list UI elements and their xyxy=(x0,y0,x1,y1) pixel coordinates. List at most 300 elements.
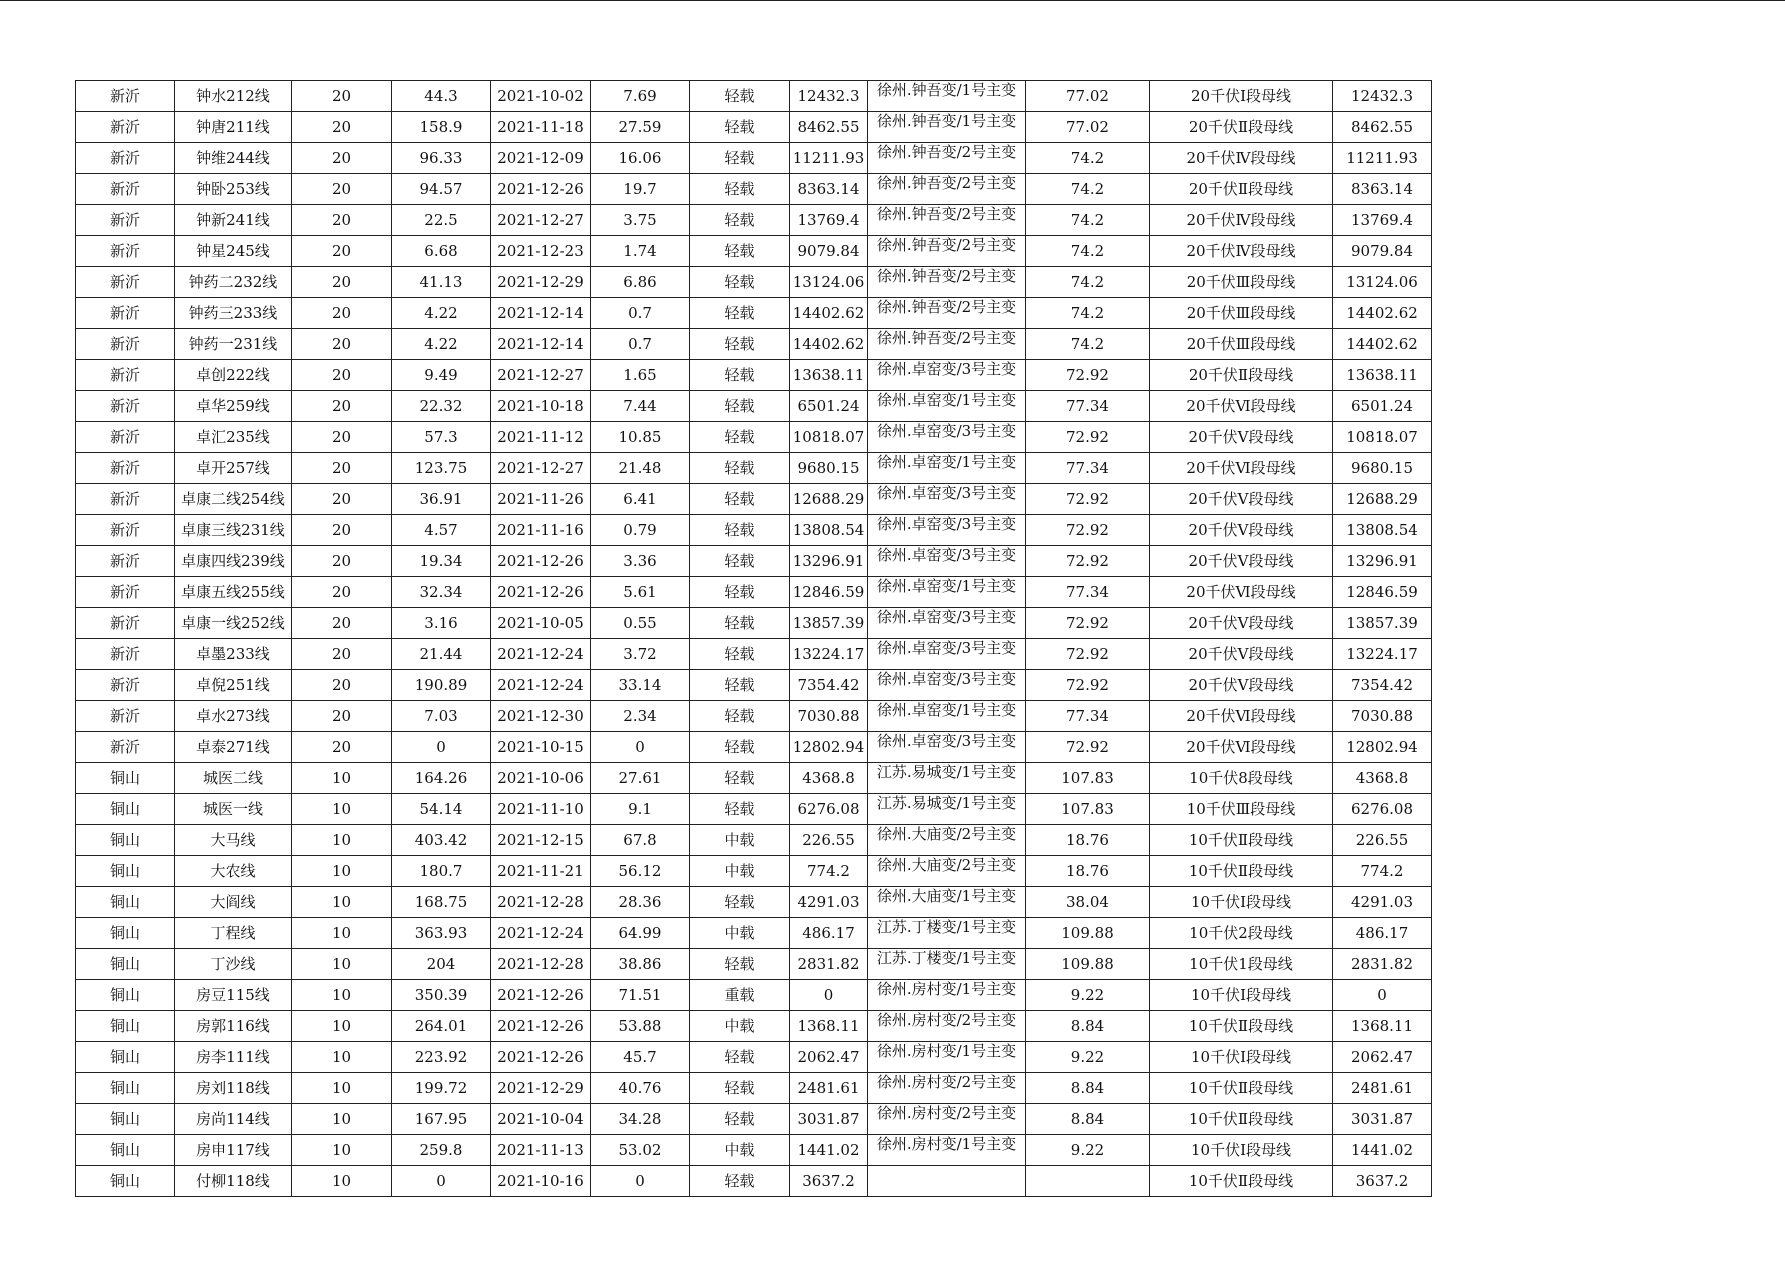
load-status-cell: 轻载 xyxy=(690,608,790,639)
substation-cell xyxy=(868,422,1026,453)
rate-cell: 64.99 xyxy=(591,918,690,949)
capacity-cell: 12688.29 xyxy=(790,484,868,515)
rate-cell: 9.1 xyxy=(591,794,690,825)
voltage-cell: 20 xyxy=(292,329,392,360)
table-row xyxy=(76,143,1432,174)
load-cell: 264.01 xyxy=(392,1011,491,1042)
voltage-cell: 20 xyxy=(292,205,392,236)
voltage-cell: 10 xyxy=(292,1011,392,1042)
county-cell: 铜山 xyxy=(76,825,175,856)
date-cell: 2021-10-05 xyxy=(491,608,591,639)
load-status-cell: 轻载 xyxy=(690,81,790,112)
substation-text: 徐州.钟吾变/1号主变 xyxy=(876,112,1017,130)
busbar-cell: 10千伏Ⅲ段母线 xyxy=(1150,794,1333,825)
substation-text: 徐州.卓窑变/1号主变 xyxy=(876,453,1017,471)
substation-rate-cell: 77.02 xyxy=(1026,81,1150,112)
substation-text: 徐州.房村变/1号主变 xyxy=(876,1135,1017,1153)
substation-text: 徐州.卓窑变/3号主变 xyxy=(876,639,1017,657)
line-name-cell: 卓康四线239线 xyxy=(175,546,292,577)
capacity-cell: 9079.84 xyxy=(790,236,868,267)
busbar-cell: 10千伏Ⅰ段母线 xyxy=(1150,980,1333,1011)
voltage-cell: 20 xyxy=(292,422,392,453)
substation-text: 徐州.钟吾变/2号主变 xyxy=(876,236,1017,254)
voltage-cell: 10 xyxy=(292,949,392,980)
load-status-cell: 中载 xyxy=(690,918,790,949)
busbar-cell: 20千伏Ⅲ段母线 xyxy=(1150,267,1333,298)
available-capacity-cell: 7030.88 xyxy=(1333,701,1432,732)
capacity-cell: 7354.42 xyxy=(790,670,868,701)
line-name-cell: 钟药二232线 xyxy=(175,267,292,298)
busbar-cell: 20千伏Ⅴ段母线 xyxy=(1150,484,1333,515)
load-status-cell: 轻载 xyxy=(690,577,790,608)
voltage-cell: 20 xyxy=(292,112,392,143)
available-capacity-cell: 1441.02 xyxy=(1333,1135,1432,1166)
available-capacity-cell: 226.55 xyxy=(1333,825,1432,856)
line-name-cell: 卓康一线252线 xyxy=(175,608,292,639)
substation-rate-cell: 72.92 xyxy=(1026,639,1150,670)
load-cell: 9.49 xyxy=(392,360,491,391)
available-capacity-cell: 13808.54 xyxy=(1333,515,1432,546)
available-capacity-cell: 13769.4 xyxy=(1333,205,1432,236)
substation-rate-cell: 74.2 xyxy=(1026,143,1150,174)
substation-rate-cell: 38.04 xyxy=(1026,887,1150,918)
load-status-cell: 轻载 xyxy=(690,391,790,422)
load-status-cell: 轻载 xyxy=(690,236,790,267)
date-cell: 2021-12-26 xyxy=(491,1011,591,1042)
table-row xyxy=(76,453,1432,484)
date-cell: 2021-11-26 xyxy=(491,484,591,515)
county-cell: 新沂 xyxy=(76,174,175,205)
load-cell: 32.34 xyxy=(392,577,491,608)
table-row xyxy=(76,546,1432,577)
capacity-cell: 2062.47 xyxy=(790,1042,868,1073)
substation-cell xyxy=(868,701,1026,732)
rate-cell: 40.76 xyxy=(591,1073,690,1104)
load-status-cell: 轻载 xyxy=(690,732,790,763)
load-cell: 21.44 xyxy=(392,639,491,670)
county-cell: 铜山 xyxy=(76,887,175,918)
available-capacity-cell: 10818.07 xyxy=(1333,422,1432,453)
load-status-cell: 轻载 xyxy=(690,360,790,391)
capacity-cell: 12846.59 xyxy=(790,577,868,608)
county-cell: 新沂 xyxy=(76,453,175,484)
line-name-cell: 房尚114线 xyxy=(175,1104,292,1135)
substation-rate-cell: 18.76 xyxy=(1026,856,1150,887)
line-name-cell: 城医一线 xyxy=(175,794,292,825)
substation-cell xyxy=(868,81,1026,112)
available-capacity-cell: 13296.91 xyxy=(1333,546,1432,577)
county-cell: 新沂 xyxy=(76,81,175,112)
load-status-cell: 轻载 xyxy=(690,453,790,484)
substation-text: 徐州.卓窑变/3号主变 xyxy=(876,422,1017,440)
available-capacity-cell: 774.2 xyxy=(1333,856,1432,887)
line-name-cell: 卓华259线 xyxy=(175,391,292,422)
line-name-cell: 卓康五线255线 xyxy=(175,577,292,608)
load-cell: 4.22 xyxy=(392,298,491,329)
load-cell: 7.03 xyxy=(392,701,491,732)
voltage-cell: 20 xyxy=(292,298,392,329)
date-cell: 2021-11-16 xyxy=(491,515,591,546)
load-status-cell: 轻载 xyxy=(690,205,790,236)
available-capacity-cell: 7354.42 xyxy=(1333,670,1432,701)
table-row xyxy=(76,639,1432,670)
load-cell: 403.42 xyxy=(392,825,491,856)
substation-cell xyxy=(868,856,1026,887)
substation-text: 徐州.房村变/1号主变 xyxy=(876,980,1017,998)
substation-rate-cell: 74.2 xyxy=(1026,236,1150,267)
busbar-cell: 10千伏Ⅰ段母线 xyxy=(1150,1042,1333,1073)
county-cell: 新沂 xyxy=(76,112,175,143)
county-cell: 新沂 xyxy=(76,143,175,174)
load-status-cell: 轻载 xyxy=(690,143,790,174)
rate-cell: 7.69 xyxy=(591,81,690,112)
table-row xyxy=(76,1166,1432,1197)
capacity-cell: 7030.88 xyxy=(790,701,868,732)
load-status-cell: 轻载 xyxy=(690,887,790,918)
line-name-cell: 卓康三线231线 xyxy=(175,515,292,546)
capacity-cell: 774.2 xyxy=(790,856,868,887)
load-status-cell: 中载 xyxy=(690,825,790,856)
substation-rate-cell: 9.22 xyxy=(1026,1042,1150,1073)
date-cell: 2021-12-24 xyxy=(491,639,591,670)
substation-text: 徐州.卓窑变/1号主变 xyxy=(876,391,1017,409)
date-cell: 2021-10-02 xyxy=(491,81,591,112)
substation-cell xyxy=(868,143,1026,174)
load-cell: 190.89 xyxy=(392,670,491,701)
load-cell: 180.7 xyxy=(392,856,491,887)
busbar-cell: 20千伏Ⅳ段母线 xyxy=(1150,205,1333,236)
available-capacity-cell: 0 xyxy=(1333,980,1432,1011)
substation-rate-cell: 72.92 xyxy=(1026,546,1150,577)
table-row xyxy=(76,1011,1432,1042)
available-capacity-cell: 14402.62 xyxy=(1333,298,1432,329)
load-status-cell: 轻载 xyxy=(690,422,790,453)
table-row xyxy=(76,608,1432,639)
load-status-cell: 轻载 xyxy=(690,174,790,205)
load-cell: 259.8 xyxy=(392,1135,491,1166)
line-name-cell: 房刘118线 xyxy=(175,1073,292,1104)
rate-cell: 71.51 xyxy=(591,980,690,1011)
rate-cell: 33.14 xyxy=(591,670,690,701)
rate-cell: 3.36 xyxy=(591,546,690,577)
substation-rate-cell: 77.34 xyxy=(1026,577,1150,608)
voltage-cell: 10 xyxy=(292,856,392,887)
county-cell: 新沂 xyxy=(76,701,175,732)
line-name-cell: 钟卧253线 xyxy=(175,174,292,205)
county-cell: 新沂 xyxy=(76,639,175,670)
substation-rate-cell: 109.88 xyxy=(1026,949,1150,980)
load-status-cell: 轻载 xyxy=(690,701,790,732)
line-name-cell: 大马线 xyxy=(175,825,292,856)
substation-text: 江苏.易城变/1号主变 xyxy=(876,763,1017,781)
substation-cell xyxy=(868,763,1026,794)
substation-cell xyxy=(868,515,1026,546)
substation-text: 徐州.房村变/2号主变 xyxy=(876,1104,1017,1122)
voltage-cell: 20 xyxy=(292,484,392,515)
available-capacity-cell: 12688.29 xyxy=(1333,484,1432,515)
substation-cell xyxy=(868,205,1026,236)
substation-rate-cell: 72.92 xyxy=(1026,608,1150,639)
rate-cell: 0 xyxy=(591,732,690,763)
substation-text: 徐州.卓窑变/3号主变 xyxy=(876,732,1017,750)
date-cell: 2021-12-15 xyxy=(491,825,591,856)
substation-rate-cell: 74.2 xyxy=(1026,205,1150,236)
available-capacity-cell: 2481.61 xyxy=(1333,1073,1432,1104)
voltage-cell: 20 xyxy=(292,81,392,112)
substation-cell xyxy=(868,1166,1026,1197)
substation-rate-cell: 74.2 xyxy=(1026,267,1150,298)
busbar-cell: 20千伏Ⅱ段母线 xyxy=(1150,112,1333,143)
substation-rate-cell: 107.83 xyxy=(1026,763,1150,794)
line-name-cell: 卓墨233线 xyxy=(175,639,292,670)
available-capacity-cell: 6276.08 xyxy=(1333,794,1432,825)
capacity-cell: 10818.07 xyxy=(790,422,868,453)
county-cell: 新沂 xyxy=(76,236,175,267)
date-cell: 2021-10-18 xyxy=(491,391,591,422)
available-capacity-cell: 13124.06 xyxy=(1333,267,1432,298)
voltage-cell: 20 xyxy=(292,608,392,639)
date-cell: 2021-12-26 xyxy=(491,174,591,205)
substation-text: 徐州.大庙变/2号主变 xyxy=(876,856,1017,874)
rate-cell: 2.34 xyxy=(591,701,690,732)
substation-text: 徐州.卓窑变/3号主变 xyxy=(876,515,1017,533)
date-cell: 2021-12-23 xyxy=(491,236,591,267)
date-cell: 2021-11-21 xyxy=(491,856,591,887)
voltage-cell: 20 xyxy=(292,515,392,546)
date-cell: 2021-10-16 xyxy=(491,1166,591,1197)
table-row xyxy=(76,1073,1432,1104)
substation-cell xyxy=(868,1135,1026,1166)
load-cell: 3.16 xyxy=(392,608,491,639)
capacity-cell: 11211.93 xyxy=(790,143,868,174)
substation-cell xyxy=(868,980,1026,1011)
line-name-cell: 房郭116线 xyxy=(175,1011,292,1042)
county-cell: 新沂 xyxy=(76,546,175,577)
table-row xyxy=(76,391,1432,422)
county-cell: 铜山 xyxy=(76,980,175,1011)
substation-cell xyxy=(868,949,1026,980)
line-name-cell: 大阎线 xyxy=(175,887,292,918)
date-cell: 2021-12-26 xyxy=(491,577,591,608)
date-cell: 2021-12-28 xyxy=(491,949,591,980)
capacity-cell: 8462.55 xyxy=(790,112,868,143)
load-status-cell: 轻载 xyxy=(690,670,790,701)
substation-text: 徐州.卓窑变/3号主变 xyxy=(876,608,1017,626)
available-capacity-cell: 2831.82 xyxy=(1333,949,1432,980)
load-cell: 0 xyxy=(392,1166,491,1197)
substation-cell xyxy=(868,639,1026,670)
load-status-cell: 轻载 xyxy=(690,763,790,794)
county-cell: 新沂 xyxy=(76,732,175,763)
busbar-cell: 10千伏Ⅱ段母线 xyxy=(1150,1073,1333,1104)
capacity-cell: 13224.17 xyxy=(790,639,868,670)
load-status-cell: 中载 xyxy=(690,1135,790,1166)
substation-text: 徐州.大庙变/2号主变 xyxy=(876,825,1017,843)
voltage-cell: 10 xyxy=(292,1073,392,1104)
available-capacity-cell: 2062.47 xyxy=(1333,1042,1432,1073)
substation-text: 徐州.钟吾变/2号主变 xyxy=(876,143,1017,161)
busbar-cell: 20千伏Ⅵ段母线 xyxy=(1150,732,1333,763)
busbar-cell: 10千伏Ⅱ段母线 xyxy=(1150,1011,1333,1042)
date-cell: 2021-12-30 xyxy=(491,701,591,732)
line-name-cell: 大农线 xyxy=(175,856,292,887)
load-cell: 204 xyxy=(392,949,491,980)
substation-cell xyxy=(868,825,1026,856)
table-row xyxy=(76,701,1432,732)
capacity-cell: 13124.06 xyxy=(790,267,868,298)
rate-cell: 53.88 xyxy=(591,1011,690,1042)
date-cell: 2021-10-04 xyxy=(491,1104,591,1135)
line-name-cell: 丁沙线 xyxy=(175,949,292,980)
substation-cell xyxy=(868,670,1026,701)
line-name-cell: 丁程线 xyxy=(175,918,292,949)
voltage-cell: 20 xyxy=(292,453,392,484)
substation-cell xyxy=(868,577,1026,608)
available-capacity-cell: 3637.2 xyxy=(1333,1166,1432,1197)
busbar-cell: 20千伏Ⅲ段母线 xyxy=(1150,298,1333,329)
busbar-cell: 20千伏Ⅴ段母线 xyxy=(1150,546,1333,577)
table-row xyxy=(76,1042,1432,1073)
date-cell: 2021-12-29 xyxy=(491,267,591,298)
substation-rate-cell: 8.84 xyxy=(1026,1104,1150,1135)
date-cell: 2021-12-14 xyxy=(491,298,591,329)
line-name-cell: 钟药三233线 xyxy=(175,298,292,329)
line-name-cell: 付柳118线 xyxy=(175,1166,292,1197)
table-row xyxy=(76,329,1432,360)
voltage-cell: 20 xyxy=(292,546,392,577)
line-name-cell: 卓开257线 xyxy=(175,453,292,484)
date-cell: 2021-12-09 xyxy=(491,143,591,174)
voltage-cell: 10 xyxy=(292,1135,392,1166)
available-capacity-cell: 8363.14 xyxy=(1333,174,1432,205)
substation-cell xyxy=(868,608,1026,639)
substation-rate-cell: 74.2 xyxy=(1026,174,1150,205)
substation-text: 徐州.钟吾变/2号主变 xyxy=(876,205,1017,223)
substation-cell xyxy=(868,1042,1026,1073)
table-row xyxy=(76,887,1432,918)
load-status-cell: 中载 xyxy=(690,856,790,887)
data-table xyxy=(75,80,1432,1197)
substation-text: 徐州.房村变/2号主变 xyxy=(876,1011,1017,1029)
substation-cell xyxy=(868,329,1026,360)
voltage-cell: 20 xyxy=(292,577,392,608)
capacity-cell: 13808.54 xyxy=(790,515,868,546)
table-row xyxy=(76,484,1432,515)
load-cell: 44.3 xyxy=(392,81,491,112)
line-name-cell: 房豆115线 xyxy=(175,980,292,1011)
table-row xyxy=(76,174,1432,205)
line-name-cell: 卓倪251线 xyxy=(175,670,292,701)
substation-cell xyxy=(868,918,1026,949)
substation-rate-cell: 77.34 xyxy=(1026,701,1150,732)
substation-cell xyxy=(868,484,1026,515)
substation-rate-cell: 18.76 xyxy=(1026,825,1150,856)
busbar-cell: 20千伏Ⅳ段母线 xyxy=(1150,143,1333,174)
rate-cell: 0.55 xyxy=(591,608,690,639)
busbar-cell: 20千伏Ⅲ段母线 xyxy=(1150,329,1333,360)
rate-cell: 6.41 xyxy=(591,484,690,515)
date-cell: 2021-12-26 xyxy=(491,546,591,577)
voltage-cell: 10 xyxy=(292,825,392,856)
load-status-cell: 轻载 xyxy=(690,1104,790,1135)
available-capacity-cell: 4368.8 xyxy=(1333,763,1432,794)
capacity-cell: 1368.11 xyxy=(790,1011,868,1042)
county-cell: 新沂 xyxy=(76,422,175,453)
table-row xyxy=(76,112,1432,143)
substation-rate-cell: 8.84 xyxy=(1026,1011,1150,1042)
load-status-cell: 轻载 xyxy=(690,794,790,825)
rate-cell: 53.02 xyxy=(591,1135,690,1166)
rate-cell: 0.7 xyxy=(591,298,690,329)
county-cell: 铜山 xyxy=(76,1011,175,1042)
substation-text: 徐州.房村变/1号主变 xyxy=(876,1042,1017,1060)
substation-cell xyxy=(868,1073,1026,1104)
table-row xyxy=(76,732,1432,763)
rate-cell: 10.85 xyxy=(591,422,690,453)
rate-cell: 6.86 xyxy=(591,267,690,298)
busbar-cell: 20千伏Ⅰ段母线 xyxy=(1150,81,1333,112)
substation-rate-cell: 8.84 xyxy=(1026,1073,1150,1104)
capacity-cell: 13857.39 xyxy=(790,608,868,639)
substation-text: 徐州.卓窑变/3号主变 xyxy=(876,670,1017,688)
line-name-cell: 卓汇235线 xyxy=(175,422,292,453)
table-row xyxy=(76,980,1432,1011)
busbar-cell: 10千伏Ⅱ段母线 xyxy=(1150,1104,1333,1135)
rate-cell: 34.28 xyxy=(591,1104,690,1135)
substation-rate-cell xyxy=(1026,1166,1150,1197)
line-name-cell: 钟星245线 xyxy=(175,236,292,267)
busbar-cell: 20千伏Ⅵ段母线 xyxy=(1150,453,1333,484)
load-status-cell: 轻载 xyxy=(690,267,790,298)
voltage-cell: 10 xyxy=(292,980,392,1011)
substation-text: 徐州.钟吾变/1号主变 xyxy=(876,81,1017,99)
substation-text: 徐州.大庙变/1号主变 xyxy=(876,887,1017,905)
date-cell: 2021-12-24 xyxy=(491,670,591,701)
rate-cell: 7.44 xyxy=(591,391,690,422)
county-cell: 新沂 xyxy=(76,267,175,298)
load-cell: 54.14 xyxy=(392,794,491,825)
line-name-cell: 钟药一231线 xyxy=(175,329,292,360)
available-capacity-cell: 12846.59 xyxy=(1333,577,1432,608)
county-cell: 新沂 xyxy=(76,577,175,608)
substation-cell xyxy=(868,174,1026,205)
load-status-cell: 中载 xyxy=(690,1011,790,1042)
table-row xyxy=(76,670,1432,701)
load-cell: 96.33 xyxy=(392,143,491,174)
table-body xyxy=(76,81,1432,1197)
load-cell: 41.13 xyxy=(392,267,491,298)
busbar-cell: 20千伏Ⅵ段母线 xyxy=(1150,391,1333,422)
substation-rate-cell: 9.22 xyxy=(1026,1135,1150,1166)
substation-text: 徐州.钟吾变/2号主变 xyxy=(876,174,1017,192)
rate-cell: 19.7 xyxy=(591,174,690,205)
available-capacity-cell: 12432.3 xyxy=(1333,81,1432,112)
busbar-cell: 20千伏Ⅴ段母线 xyxy=(1150,422,1333,453)
available-capacity-cell: 4291.03 xyxy=(1333,887,1432,918)
load-status-cell: 轻载 xyxy=(690,112,790,143)
busbar-cell: 20千伏Ⅳ段母线 xyxy=(1150,236,1333,267)
date-cell: 2021-11-18 xyxy=(491,112,591,143)
county-cell: 铜山 xyxy=(76,1104,175,1135)
county-cell: 铜山 xyxy=(76,918,175,949)
capacity-cell: 2831.82 xyxy=(790,949,868,980)
load-cell: 4.22 xyxy=(392,329,491,360)
voltage-cell: 20 xyxy=(292,360,392,391)
line-name-cell: 卓康二线254线 xyxy=(175,484,292,515)
substation-rate-cell: 72.92 xyxy=(1026,732,1150,763)
county-cell: 铜山 xyxy=(76,949,175,980)
load-status-cell: 重载 xyxy=(690,980,790,1011)
